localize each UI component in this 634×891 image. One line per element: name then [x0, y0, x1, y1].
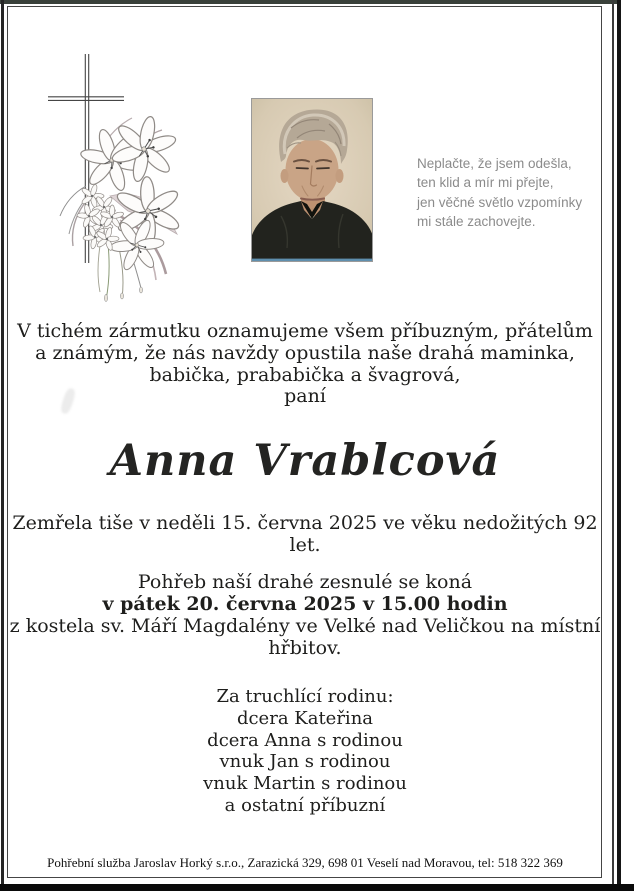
- announcement-line: paní: [284, 385, 326, 408]
- mourner-item: a ostatní příbuzní: [224, 794, 386, 816]
- memorial-verse: [417, 154, 607, 231]
- death-notice: Zemřela tiše v neděli 15. června 2025 ve věku nedožitých 92 let.: [12, 512, 598, 556]
- portrait-photo: [251, 98, 373, 262]
- verse-line: Neplačte, že jsem odešla,: [417, 156, 572, 171]
- scan-edge-top: [0, 0, 621, 4]
- funeral-location: z kostela sv. Máří Magdalény ve Velké nad Veličkou na místní hřbitov.: [9, 615, 601, 659]
- scan-edge-right-inner: [612, 0, 614, 884]
- funeral-details: [7, 571, 603, 659]
- scan-edge-left: [1, 0, 4, 884]
- mourner-item: vnuk Jan s rodinou: [219, 751, 391, 773]
- announcement-line: babička, prababička a švagrová,: [149, 363, 461, 386]
- mourner-item: vnuk Martin s rodinou: [203, 773, 407, 795]
- announcement-line: a známým, že nás navždy opustila naše drahá maminka,: [35, 341, 575, 364]
- mourning-family-list: [7, 686, 603, 817]
- announcement-line: V tichém zármutku oznamujeme všem příbuzným, přátelům: [17, 320, 593, 342]
- scan-edge-right-outer: [617, 0, 621, 884]
- verse-line: ten klid a mír mi přejte,: [417, 175, 554, 191]
- deceased-name: Anna Vrablcová: [109, 436, 501, 486]
- mourner-item: dcera Kateřina: [236, 707, 374, 729]
- verse-line: mi stále zachovejte.: [417, 213, 536, 229]
- mourners-heading: Za truchlící rodinu:: [216, 686, 394, 707]
- funeral-home-footer: Pohřební služba Jaroslav Horký s.r.o., Zarazická 329, 698 01 Veselí nad Moravou, tel: 518 322 369: [47, 855, 563, 870]
- verse-line: jen věčné světlo vzpomínky: [417, 194, 583, 210]
- funeral-datetime: v pátek 20. června 2025 v 15.00 hodin: [102, 593, 508, 615]
- scan-edge-bottom: [0, 884, 634, 891]
- funeral-line: Pohřeb naší drahé zesnulé se koná: [137, 571, 473, 593]
- announcement-paragraph: [7, 321, 603, 408]
- cross-with-lilies-icon: [40, 48, 190, 306]
- mourner-item: dcera Anna s rodinou: [207, 729, 403, 751]
